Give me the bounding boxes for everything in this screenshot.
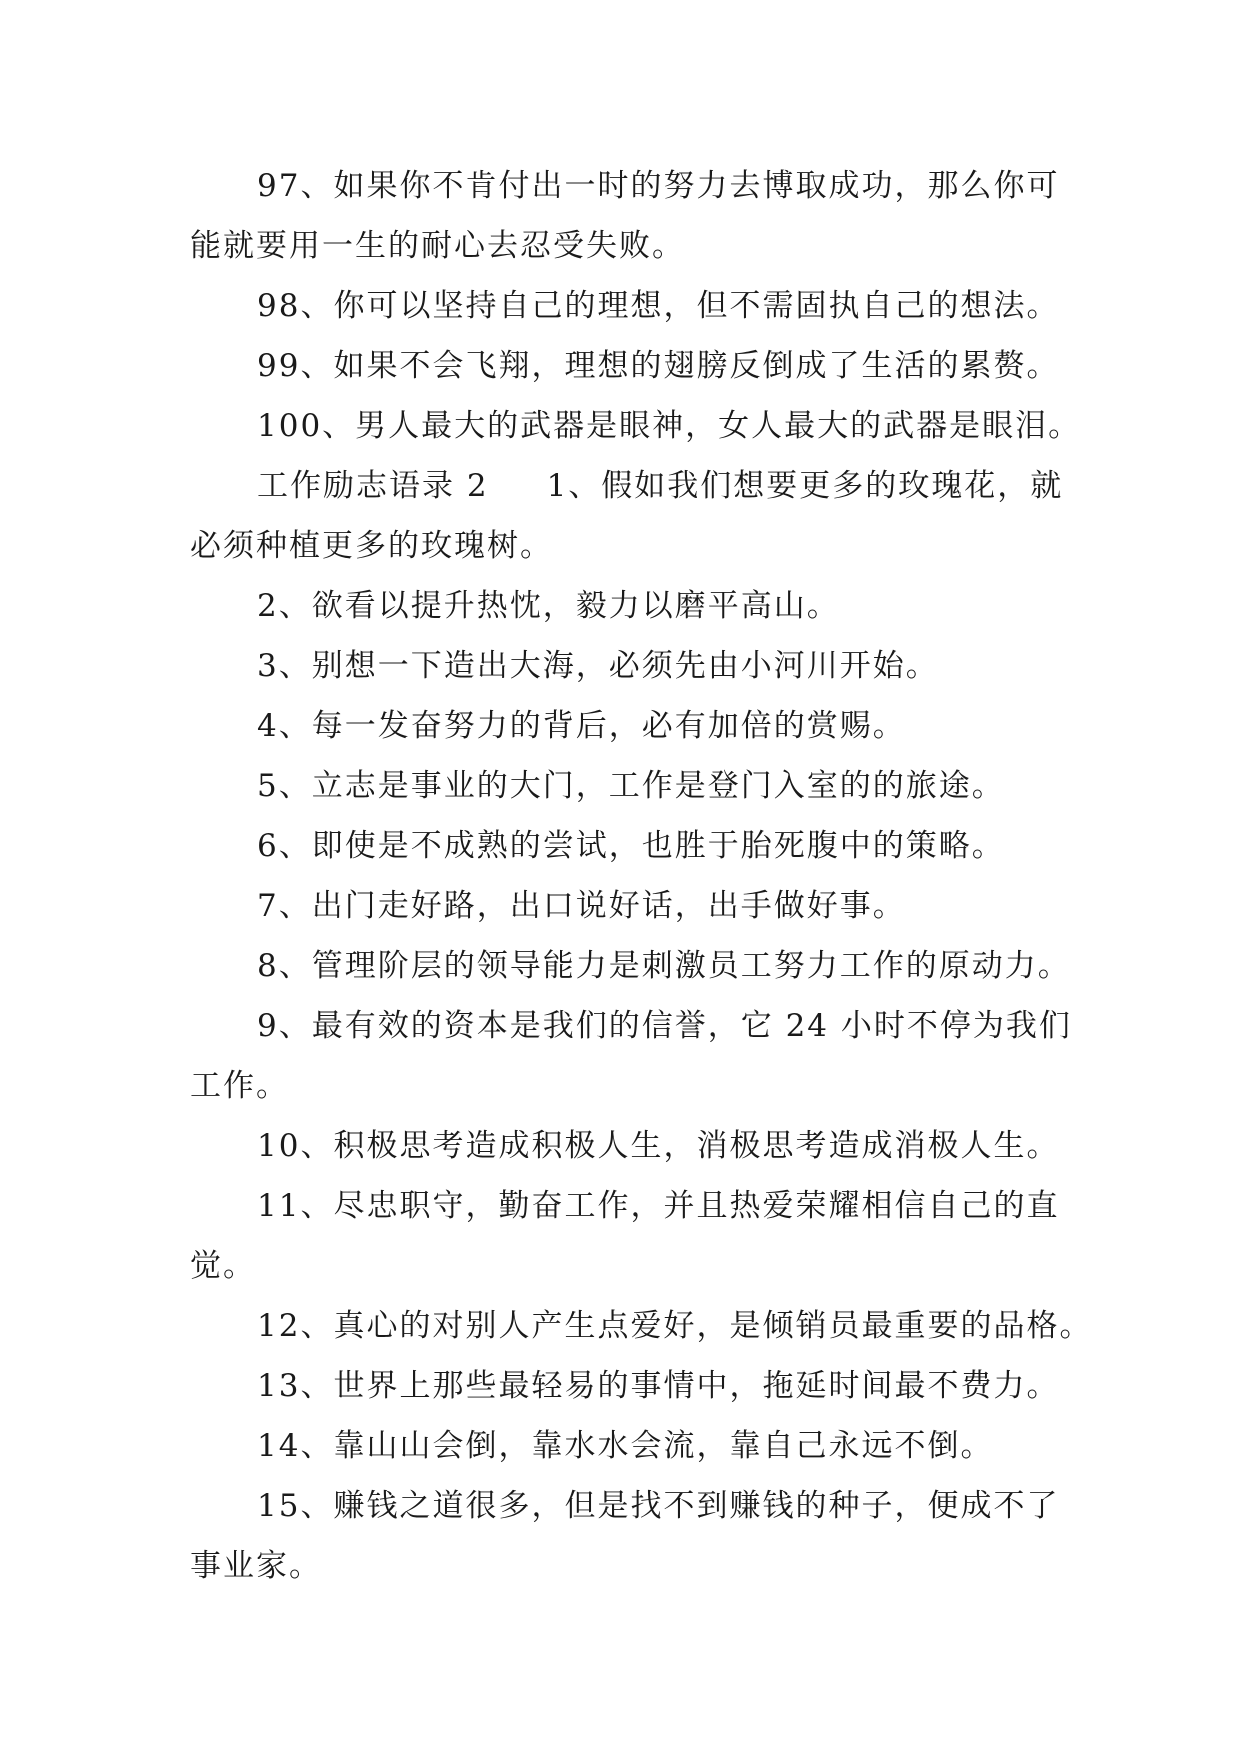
- paragraph-line: 14、靠山山会倒，靠水水会流，靠自己永远不倒。: [257, 1428, 994, 1464]
- paragraph-line: 必须种植更多的玫瑰树。: [190, 528, 553, 564]
- section-heading-line: [257, 466, 1063, 506]
- paragraph-line: 97、如果你不肯付出一时的努力去博取成功，那么你可: [257, 168, 1060, 204]
- paragraph-line: 8、管理阶层的领导能力是刺激员工努力工作的原动力。: [257, 948, 1071, 984]
- paragraph-line: 100、男人最大的武器是眼神，女人最大的武器是眼泪。: [257, 408, 1082, 444]
- paragraph-line: 9、最有效的资本是我们的信誉，它 24 小时不停为我们: [257, 1008, 1072, 1044]
- paragraph-line: 6、即使是不成熟的尝试，也胜于胎死腹中的策略。: [257, 828, 1005, 864]
- paragraph-line: 7、出门走好路，出口说好话，出手做好事。: [257, 888, 906, 924]
- paragraph-line: 12、真心的对别人产生点爱好，是倾销员最重要的品格。: [257, 1308, 1093, 1344]
- paragraph-line: 4、每一发奋努力的背后，必有加倍的赏赐。: [257, 708, 906, 744]
- paragraph-line: 10、积极思考造成积极人生，消极思考造成消极人生。: [257, 1128, 1060, 1164]
- paragraph-text: 1、假如我们想要更多的玫瑰花，就: [546, 468, 1064, 504]
- paragraph-line: 11、尽忠职守，勤奋工作，并且热爱荣耀相信自己的直: [257, 1188, 1060, 1224]
- paragraph-line: 98、你可以坚持自己的理想，但不需固执自己的想法。: [257, 288, 1060, 324]
- paragraph-line: 工作。: [190, 1068, 289, 1104]
- paragraph-line: 3、别想一下造出大海，必须先由小河川开始。: [257, 648, 939, 684]
- paragraph-line: 事业家。: [190, 1548, 322, 1584]
- paragraph-line: 15、赚钱之道很多，但是找不到赚钱的种子，便成不了: [257, 1488, 1060, 1524]
- paragraph-line: 觉。: [190, 1248, 256, 1284]
- paragraph-line: 能就要用一生的耐心去忍受失败。: [190, 228, 685, 264]
- paragraph-line: 5、立志是事业的大门，工作是登门入室的的旅途。: [257, 768, 1005, 804]
- paragraph-line: 99、如果不会飞翔，理想的翅膀反倒成了生活的累赘。: [257, 348, 1060, 384]
- section-heading: 工作励志语录 2: [257, 468, 489, 504]
- paragraph-line: 13、世界上那些最轻易的事情中，拖延时间最不费力。: [257, 1368, 1060, 1404]
- paragraph-line: 2、欲看以提升热忱，毅力以磨平高山。: [257, 588, 840, 624]
